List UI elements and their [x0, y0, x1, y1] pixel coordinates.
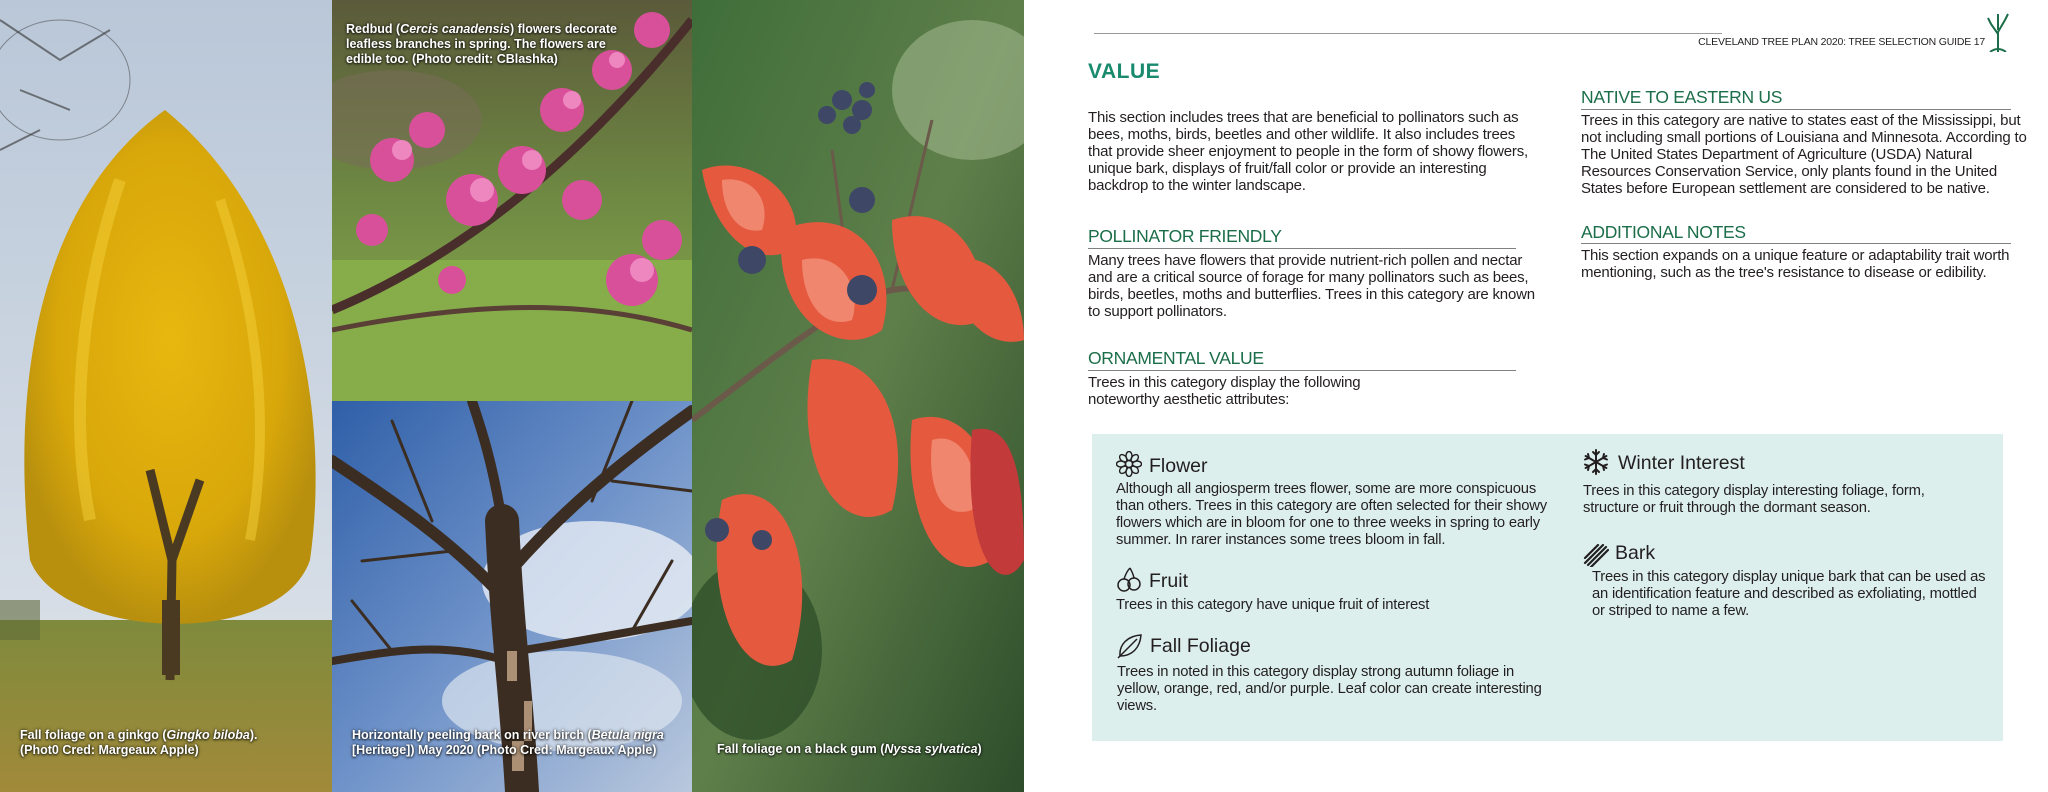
pollinator-rule — [1088, 248, 1516, 249]
tree-logo-icon — [1986, 10, 2010, 52]
native-rule — [1581, 109, 2011, 110]
ornamental-text: Trees in this category display the following noteworthy aesthetic attributes: — [1088, 374, 1361, 408]
fruit-text: Trees in this category have unique fruit of interest — [1116, 597, 1430, 613]
ginkgo-caption: Fall foliage on a ginkgo (Gingko biloba). (Phot0 Cred: Margeaux Apple) — [20, 728, 258, 757]
native-heading: NATIVE TO EASTERN US — [1581, 87, 1783, 107]
fruit-icon — [1116, 567, 1142, 593]
ornamental-heading: ORNAMENTAL VALUE — [1088, 348, 1264, 368]
birch-caption: Horizontally peeling bark on river birch (Betula nigra [Heritage]) May 2020 (Photo Cred: Margeaux Apple) — [352, 728, 664, 757]
black-gum-photo — [692, 0, 1024, 792]
value-intro: This section includes trees that are beneficial to pollinators such as bees, moths, birds, beetles and other wildlife. It also includes trees that provide sheer enjoyment to people in the form of showy flowers, unique bark, displays of fruit/fall color or provide an interesting backdrop to the winter landscape. — [1088, 109, 1528, 194]
winter-text: Trees in this category display interesting foliage, form, structure or fruit through the dormant season. — [1583, 483, 1925, 516]
pollinator-text: Many trees have flowers that provide nutrient-rich pollen and nectar and are a critical source of forage for many pollinators such as bees, birds, beetles, moths and butterflies. Trees in this category are known to support pollinators. — [1088, 252, 1535, 320]
leaf-icon — [1117, 633, 1143, 659]
value-title: VALUE — [1088, 60, 1161, 83]
additional-rule — [1581, 243, 2011, 244]
black-gum-caption: Fall foliage on a black gum (Nyssa sylvatica) — [717, 742, 982, 756]
additional-heading: ADDITIONAL NOTES — [1581, 222, 1746, 242]
ornamental-rule — [1088, 370, 1516, 371]
flower-text: Although all angiosperm trees flower, some are more conspicuous than others. Trees in this category are often selected for their showy flowers which are in bloom for one to three weeks in spring to early summer. In rarer instances some trees bloom in fall. — [1116, 481, 1547, 548]
bark-text: Trees in this category display unique bark that can be used as an identification feature and described as exfoliating, mottled or striped to name a few. — [1592, 569, 1986, 619]
redbud-photo — [332, 0, 692, 401]
page-header-title: CLEVELAND TREE PLAN 2020: TREE SELECTION GUIDE 17 — [1698, 36, 1985, 48]
fruit-title: Fruit — [1149, 570, 1188, 592]
bark-icon — [1583, 541, 1609, 567]
fall-foliage-text: Trees in noted in this category display strong autumn foliage in yellow, orange, red, and/or purple. Leaf color can create interesting views. — [1117, 664, 1542, 714]
flower-title: Flower — [1149, 455, 1208, 477]
winter-title: Winter Interest — [1618, 452, 1745, 474]
redbud-caption: Redbud (Cercis canadensis) flowers decorate leafless branches in spring. The flowers are edible too. (Photo credit: CBlashka) — [346, 22, 617, 66]
snowflake-icon — [1583, 449, 1609, 475]
native-text: Trees in this category are native to states east of the Mississippi, but not including small portions of Louisiana and Minnesota. According to The United States Department of Agriculture (USDA) Natural Resources Conservation Service, only plants found in the United States before European settlement are considered to be native. — [1581, 112, 2027, 197]
flower-icon — [1116, 451, 1142, 477]
ginkgo-photo — [0, 0, 332, 792]
pollinator-heading: POLLINATOR FRIENDLY — [1088, 226, 1282, 246]
fall-foliage-title: Fall Foliage — [1150, 635, 1251, 657]
bark-title: Bark — [1615, 542, 1656, 564]
header-rule — [1094, 33, 1722, 34]
ornamental-attributes-panel — [1092, 434, 2003, 741]
additional-text: This section expands on a unique feature or adaptability trait worth mentioning, such as the tree's resistance to disease or edibility. — [1581, 247, 2010, 281]
river-birch-photo — [332, 401, 692, 792]
